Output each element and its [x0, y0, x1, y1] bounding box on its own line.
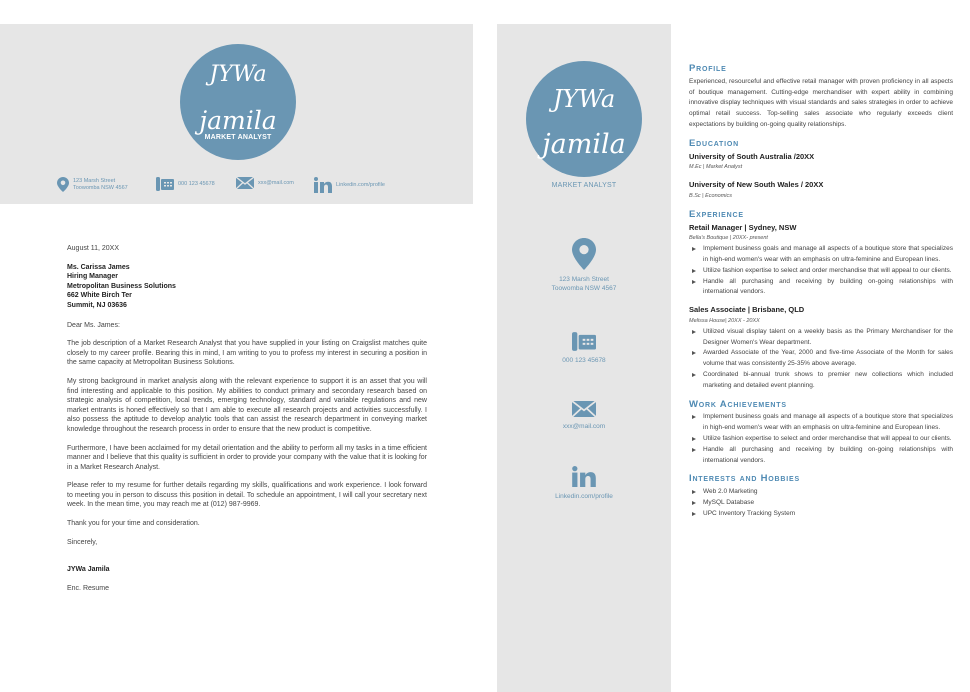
list-item: Utilize fashion expertise to select and order merchandise that will appeal to our clients. — [689, 266, 953, 277]
education-heading: Education — [689, 137, 739, 149]
sidebar-phone-text: 000 123 45678 — [562, 357, 606, 364]
contact-row — [0, 177, 473, 197]
job-2-bullets — [689, 327, 953, 392]
sidebar-email — [497, 401, 671, 432]
sidebar-phone — [497, 332, 671, 366]
list-item: Implement business goals and manage all aspects of a boutique store that specializes in high-end women's wear with an emphasis on ultra-feminine and European lines. — [689, 412, 953, 434]
address-item — [57, 177, 128, 192]
resume-name-circle — [526, 61, 642, 177]
phone-text: 000 123 45678 — [178, 181, 215, 187]
cover-letter-page — [0, 24, 473, 692]
job-1-bullets — [689, 244, 953, 298]
paragraph-1: The job description of a Market Research Analyst that you have supplied in your listing on Craigslist matches quite closely to my career profile. Bearing this in mind, I am writing to you to profess my interest in securing a position in the same capacity at Metropolitan Business Solutions. — [67, 340, 427, 367]
job-1-title: Retail Manager | Sydney, NSW — [689, 222, 797, 232]
sidebar-city: Toowomba NSW 4567 — [551, 284, 617, 292]
role-title: MARKET ANALYST — [204, 134, 272, 141]
resume-main — [689, 64, 953, 519]
list-item: Awarded Associate of the Year, 2000 and five-time Associate of the Month for sales volume that was consistently 25-35% above average. — [689, 348, 953, 370]
letter-body — [67, 244, 427, 602]
resume-name-first: JYWa — [552, 85, 616, 113]
edu-school-1: University of South Australia /20XX — [689, 151, 815, 161]
paragraph-5: Thank you for your time and consideration. — [67, 520, 200, 528]
list-item: Utilize fashion expertise to select and order merchandise that will appeal to our clients. — [689, 434, 953, 445]
phone-item — [156, 177, 215, 191]
profile-heading: Profile — [689, 63, 727, 74]
job-2-sub: Melissa House| 20XX - 20XX — [689, 317, 760, 324]
linkedin-icon — [572, 466, 596, 487]
experience-heading: Experience — [689, 208, 744, 220]
achievements-list — [689, 412, 953, 466]
resume-name-last: jamila — [542, 129, 626, 160]
edu-degree-2: B.Sc | Economics — [689, 192, 732, 199]
email-text[interactable]: xxx@mail.com — [258, 180, 294, 186]
list-item: Handle all purchasing and receiving by building on-going relationships with international vendors. — [689, 277, 953, 299]
address-street: 123 Marsh Street — [73, 178, 116, 184]
sidebar-linkedin — [497, 466, 671, 502]
linkedin-icon — [314, 177, 332, 193]
phone-icon — [572, 332, 596, 351]
list-item: Implement business goals and manage all aspects of a boutique store that specializes in high-end women's wear with an emphasis on ultra-feminine and European lines. — [689, 244, 953, 266]
recipient-company: Metropolitan Business Solutions — [67, 282, 176, 290]
email-item — [236, 177, 294, 189]
paragraph-3: Furthermore, I have been acclaimed for my detail orientation and the ability to perform all my tasks in a time efficient manner and I believe that this quality is sufficient in order to provide your company with the value that it is looking for in a Market Research Analyst. — [67, 444, 427, 471]
address-city: Toowomba NSW 4567 — [73, 184, 128, 191]
phone-icon — [156, 177, 174, 191]
profile-text: Experienced, resourceful and effective retail manager with proven proficiency in all aspects of boutique management. Cutting-edge merchandiser with expert ability in combining innovative display techniques with visual standards and sales strategies in order to achieve optimal retail success. Top-selling sales associate who regularly exceeds client expectations by building on-going quality relationships. — [689, 77, 953, 128]
resume-sidebar — [497, 24, 671, 692]
edu-degree-1: M.Ec | Market Analyst — [689, 164, 743, 171]
envelope-icon — [572, 401, 596, 417]
achievements-heading: Work Achievements — [689, 398, 787, 410]
linkedin-text[interactable]: Linkedin.com/profile — [336, 182, 385, 188]
recipient-name: Ms. Carissa James — [67, 263, 130, 271]
letter-header — [0, 24, 473, 204]
edu-school-2: University of New South Wales / 20XX — [689, 180, 824, 190]
recipient-title: Hiring Manager — [67, 273, 118, 281]
recipient-city: Summit, NJ 03636 — [67, 301, 127, 309]
list-item: UPC Inventory Tracking System — [689, 509, 953, 520]
job-1-sub: Bella's Boutique | 20XX- present — [689, 235, 768, 242]
list-item: Coordinated bi-annual trunk shows to premier new collections which included marketing and detailed event planning. — [689, 370, 953, 392]
sidebar-address — [497, 238, 671, 293]
linkedin-item — [314, 177, 385, 193]
job-2-title: Sales Associate | Brisbane, QLD — [689, 305, 805, 315]
interests-list — [689, 487, 953, 519]
enclosure: Enc. Resume — [67, 584, 110, 592]
name-last: jamila — [199, 106, 277, 135]
paragraph-4: Please refer to my resume for further details regarding my skills, qualifications and work experience. I look forward to meeting you in person to discuss this position in detail. To schedule an appointment, I will call your secretary next week. In the mean time, you may reach me at (012) 987-9969. — [67, 482, 427, 509]
greeting: Dear Ms. James: — [67, 321, 120, 329]
list-item: Utilized visual display talent on a weekly basis as the Primary Merchandiser for the Designer Women's Wear department. — [689, 327, 953, 349]
sidebar-street: 123 Marsh Street — [559, 276, 609, 283]
interests-heading: Interests and Hobbies — [689, 473, 800, 485]
signature: JYWa Jamila — [67, 566, 110, 574]
location-pin-icon — [572, 238, 596, 270]
name-circle — [180, 44, 296, 160]
paragraph-2: My strong background in market analysis along with the relevant experience to support it is an asset that you will find interesting and applicable to this position. My abilities to conduct primary and secondary research based on strategic analysis of competition, local trends, emerging technology, standard and variable regulations and new market entrants is honed effectively so that I am able to execute all research projects and activities successfully. I also possess the aptitude to develop analytic tools that can assist the research department in conveying market knowledge throughout the research process in order to ensure that the new product is competitive. — [67, 377, 427, 433]
sidebar-linkedin-text[interactable]: Linkedin.com/profile — [555, 493, 613, 500]
letter-date: August 11, 20XX — [67, 245, 120, 252]
envelope-icon — [236, 177, 254, 189]
closing: Sincerely, — [67, 538, 98, 546]
list-item: Handle all purchasing and receiving by building on-going relationships with international vendors. — [689, 445, 953, 467]
list-item: Web 2.0 Marketing — [689, 487, 953, 498]
recipient-street: 662 White Birch Ter — [67, 292, 132, 300]
resume-role: MARKET ANALYST — [551, 182, 617, 189]
location-pin-icon — [57, 177, 69, 192]
name-first: JYWa — [209, 62, 267, 87]
list-item: MySQL Database — [689, 498, 953, 509]
recipient-block — [67, 263, 427, 311]
sidebar-email-text[interactable]: xxx@mail.com — [562, 423, 606, 430]
